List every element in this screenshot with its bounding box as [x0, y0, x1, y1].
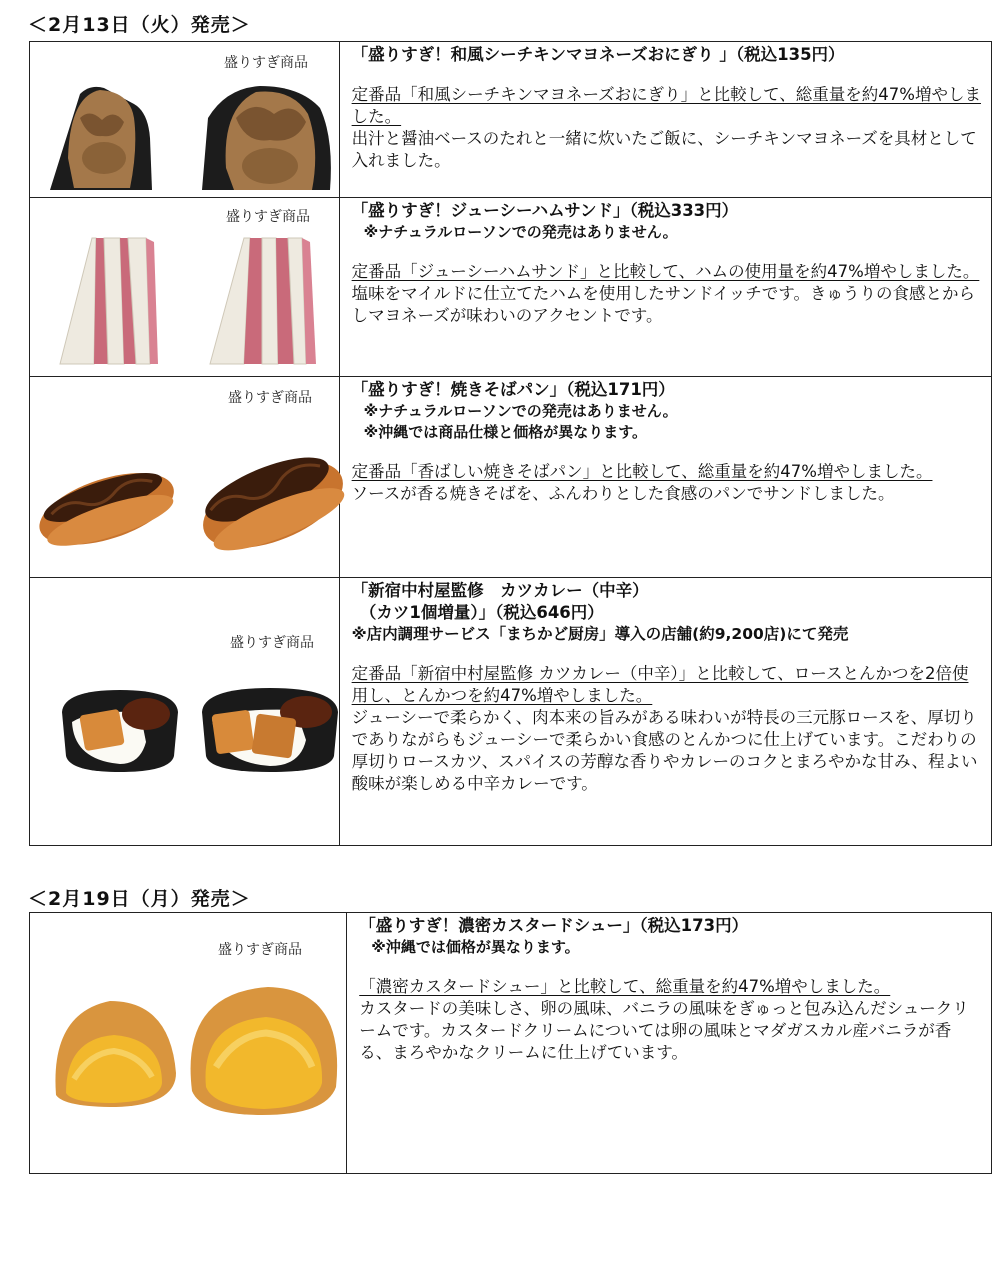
product-image-cell: [30, 578, 340, 846]
product-image-cell: [30, 198, 340, 377]
product-title: 「盛りすぎ！ジューシーハムサンド」（税込333円）: [351, 201, 739, 220]
morisugi-label: 盛りすぎ商品: [230, 635, 314, 651]
product-comparison: 定番品「ジューシーハムサンド」と比較して、ハムの使用量を約47%増やしました。: [351, 262, 980, 281]
product-title: 「新宿中村屋監修 カツカレー（中辛） （カツ1個増量）」（税込646円）: [351, 581, 649, 622]
product-row: [30, 198, 992, 377]
product-description: カスタードの美味しさ、卵の風味、バニラの風味をぎゅっと包み込んだシュークリームです。カスタードクリームについては卵の風味とマダガスカル産バニラが香る、まろやかなクリームに仕上げています。: [359, 999, 969, 1062]
product-text-cell: [339, 42, 991, 198]
product-description: ソースが香る焼きそばを、ふんわりとした食感のパンでサンドしました。: [351, 484, 895, 503]
product-text-cell: [347, 913, 992, 1174]
product-description: 出汁と醤油ベースのたれと一緒に炊いたご飯に、シーチキンマヨネーズを具材として入れました。: [351, 129, 977, 170]
product-description: 塩味をマイルドに仕立てたハムを使用したサンドイッチです。きゅうりの食感とからしマヨネーズが味わいのアクセントです。: [351, 284, 975, 325]
product-table-feb13: [29, 41, 992, 846]
product-table-feb19: [29, 912, 992, 1174]
morisugi-label: 盛りすぎ商品: [228, 390, 312, 406]
product-note: ※ナチュラルローソンでの発売はありません。: [363, 223, 678, 241]
yakisoba-pan-image: [30, 417, 354, 567]
product-text-cell: [339, 578, 991, 846]
product-row: [30, 578, 992, 846]
product-title: 「盛りすぎ！濃密カスタードシュー」（税込173円）: [359, 916, 749, 935]
section-heading-feb13: ＜2月13日（火）発売＞: [28, 14, 251, 36]
product-image-cell: [30, 42, 340, 198]
section-heading-feb19: ＜2月19日（月）発売＞: [28, 888, 251, 910]
product-text-cell: [339, 377, 991, 578]
product-row: [30, 42, 992, 198]
ham-sandwich-image: [30, 232, 354, 374]
product-note: ※沖縄では価格が異なります。: [371, 938, 580, 956]
product-image-cell: [30, 913, 347, 1174]
product-note: ※店内調理サービス「まちかど厨房」導入の店舗(約9,200店)にて発売: [351, 625, 849, 643]
product-comparison: 定番品「新宿中村屋監修 カツカレー（中辛）」と比較して、ロースとんかつを2倍使用し、とんかつを約47%増やしました。: [351, 664, 969, 705]
product-description: ジューシーで柔らかく、肉本来の旨みがある味わいが特長の三元豚ロースを、厚切りでありながらもジューシーで柔らかい食感のとんかつに仕上げています。こだわりの厚切りロースカツ、スパイスの芳醇な香りやカレーのコクとまろやかな甘み、程よい酸味が楽しめる中辛カレーです。: [351, 708, 978, 793]
product-comparison: 定番品「和風シーチキンマヨネーズおにぎり」と比較して、総重量を約47%増やしました。: [351, 85, 981, 126]
onigiri-image: [30, 78, 354, 194]
morisugi-label: 盛りすぎ商品: [218, 942, 302, 958]
katsu-curry-image: [30, 682, 354, 774]
product-row: [30, 377, 992, 578]
product-note: ※沖縄では商品仕様と価格が異なります。: [363, 423, 647, 441]
product-text-cell: [339, 198, 991, 377]
morisugi-label: 盛りすぎ商品: [226, 209, 310, 225]
product-note: ※ナチュラルローソンでの発売はありません。: [363, 402, 678, 420]
product-title: 「盛りすぎ！焼きそばパン」（税込171円）: [351, 380, 675, 399]
product-comparison: 「濃密カスタードシュー」と比較して、総重量を約47%増やしました。: [359, 977, 891, 996]
product-title: 「盛りすぎ！和風シーチキンマヨネーズおにぎり 」（税込135円）: [351, 45, 845, 64]
product-comparison: 定番品「香ばしい焼きそばパン」と比較して、総重量を約47%増やしました。: [351, 462, 933, 481]
morisugi-label: 盛りすぎ商品: [224, 55, 308, 71]
product-row: [30, 913, 992, 1174]
custard-choux-image: [30, 983, 354, 1123]
product-image-cell: [30, 377, 340, 578]
